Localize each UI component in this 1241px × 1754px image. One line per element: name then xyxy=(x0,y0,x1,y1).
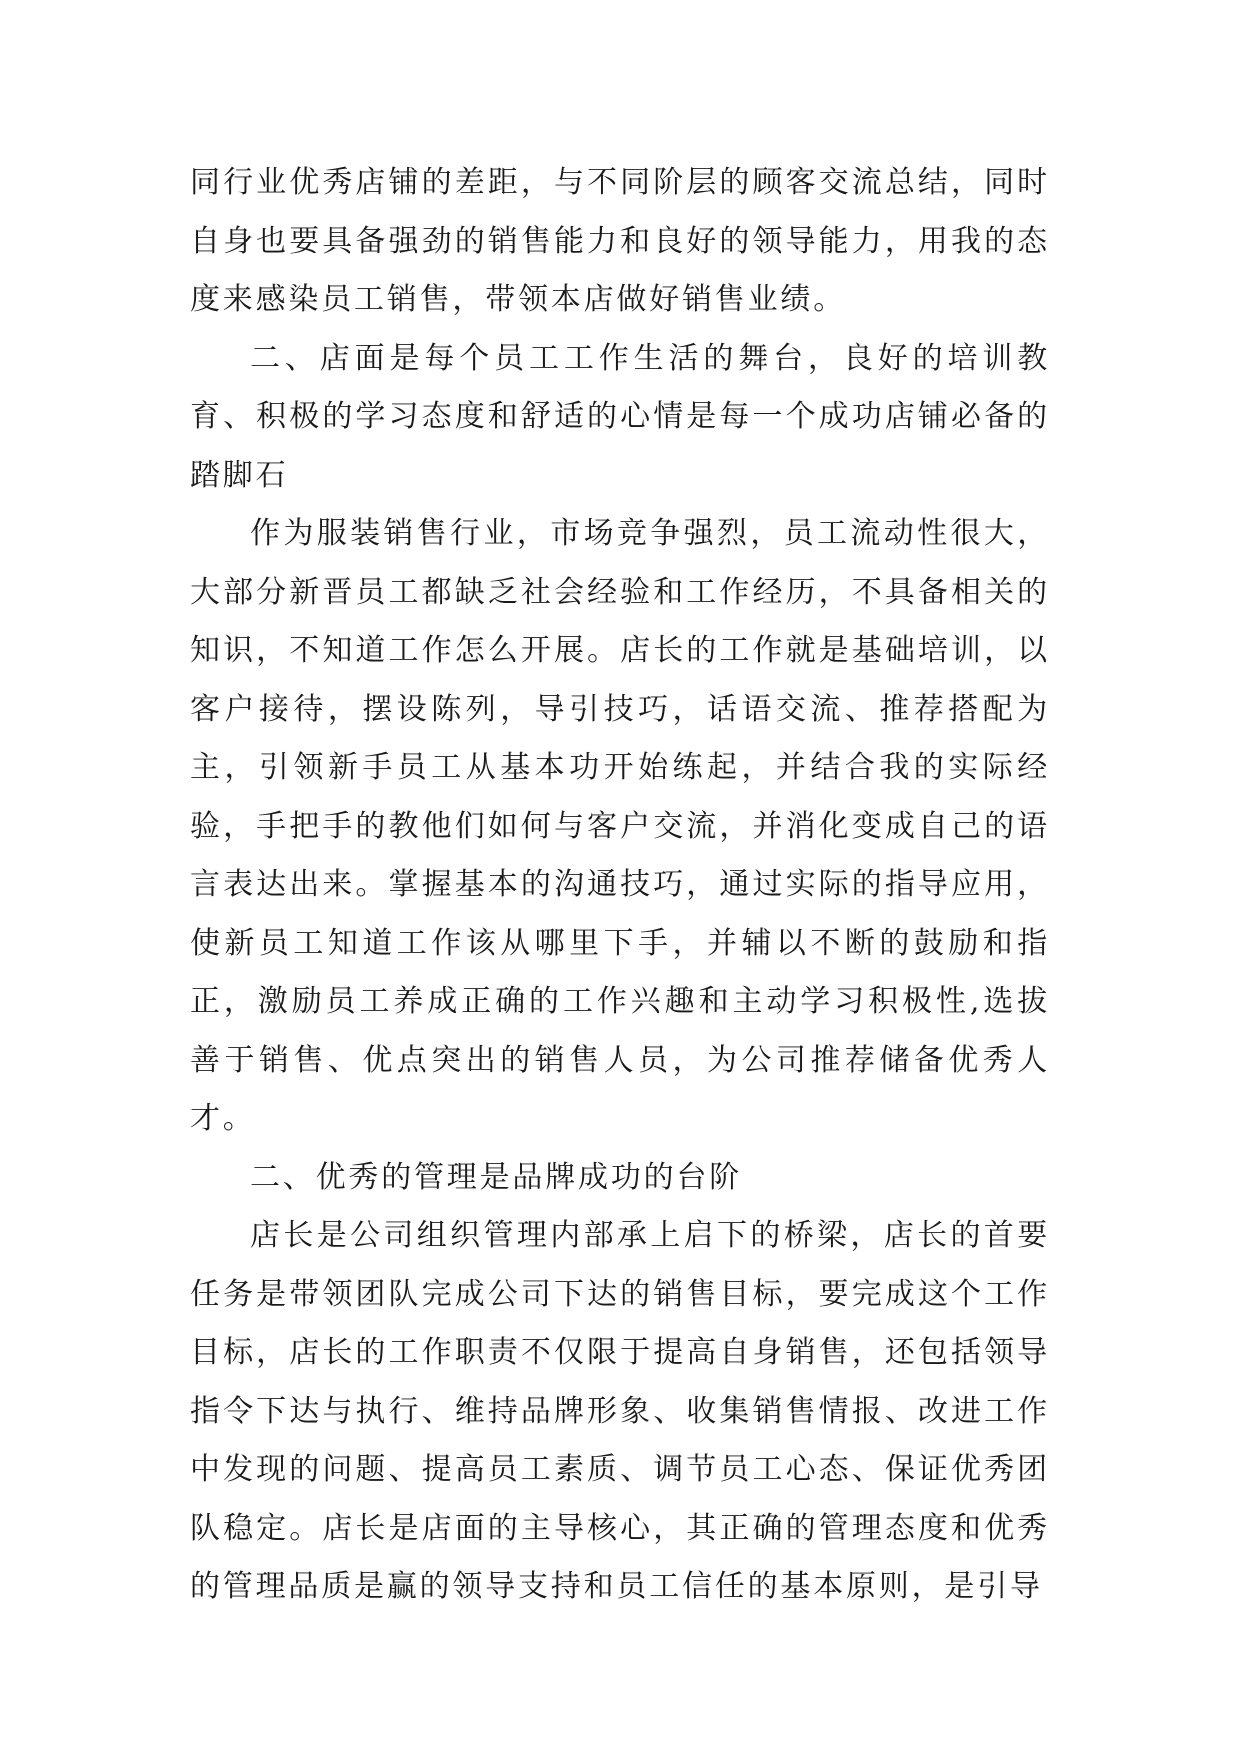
document-body xyxy=(190,154,1050,1617)
paragraph-continuation: 同行业优秀店铺的差距，与不同阶层的顾客交流总结，同时自身也要具备强劲的销售能力和良好的领导能力，用我的态度来感染员工销售，带领本店做好销售业绩。 xyxy=(190,165,1050,317)
paragraph-management-body: 店长是公司组织管理内部承上启下的桥梁，店长的首要任务是带领团队完成公司下达的销售目标，要完成这个工作目标，店长的工作职责不仅限于提高自身销售，还包括领导指令下达与执行、维持品牌形象、收集销售情报、改进工作中发现的问题、提高员工素质、调节员工心态、保证优秀团队稳定。店长是店面的主导核心，其正确的管理态度和优秀的管理品质是赢的领导支持和员工信任的基本原则，是引导 xyxy=(190,1218,1050,1604)
paragraph-heading-training: 二、店面是每个员工工作生活的舞台，良好的培训教育、积极的学习态度和舒适的心情是每一个成功店铺必备的踏脚石 xyxy=(190,340,1050,493)
paragraph-training-body: 作为服装销售行业，市场竞争强烈，员工流动性很大，大部分新晋员工都缺乏社会经验和工作经历，不具备相关的知识，不知道工作怎么开展。店长的工作就是基础培训，以客户接待，摆设陈列，导引技巧，话语交流、推荐搭配为主，引领新手员工从基本功开始练起，并结合我的实际经验，手把手的教他们如何与客户交流，并消化变成自己的语言表达出来。掌握基本的沟通技巧，通过实际的指导应用，使新员工知道工作该从哪里下手，并辅以不断的鼓励和指正，激励员工养成正确的工作兴趣和主动学习积极性,选拔善于销售、优点突出的销售人员，为公司推荐储备优秀人才。 xyxy=(190,516,1050,1136)
paragraph-heading-management: 二、优秀的管理是品牌成功的台阶 xyxy=(250,1159,742,1195)
